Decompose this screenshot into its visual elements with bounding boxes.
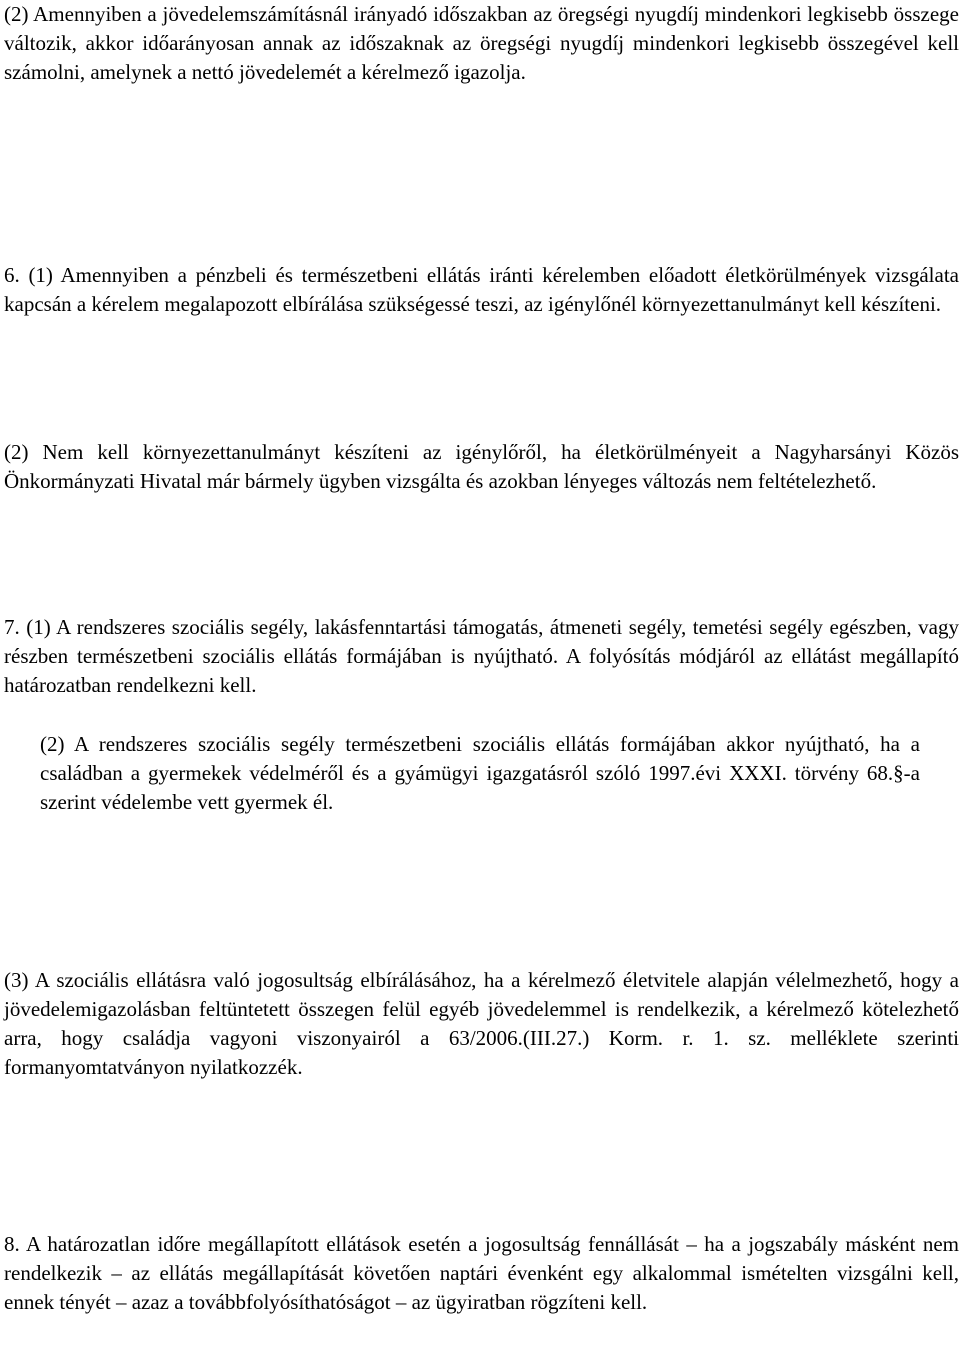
paragraph-section-8: 8. A határozatlan időre megállapított ellátások esetén a jogosultság fennállását – ha a jogszabály másként nem rendelkezik – az ellátás megállapítását követően naptári évenként egy alkalommal ismételten vizsgálni kell, ennek tényét – azaz a továbbfolyósíthatóságot – az ügyiratban rögzíteni kell. <box>4 1232 959 1314</box>
paragraph-section-7-1: 7. (1) A rendszeres szociális segély, lakásfenntartási támogatás, átmeneti segély, temetési segély egészben, vagy részben természetbeni szociális ellátás formájában is nyújtható. A folyósítás módjáról az ellátást megállapító határozatban rendelkezni kell. <box>4 615 959 697</box>
paragraph-section-6-2: (2) Nem kell környezettanulmányt készíteni az igénylőről, ha életkörülményeit a Nagyharsányi Közös Önkormányzati Hivatal már bármely ügyben vizsgálta és azokban lényeges változás nem feltételezhető. <box>4 440 959 493</box>
paragraph-section-7-3: (3) A szociális ellátásra való jogosultság elbírálásához, ha a kérelmező életvitele alapján vélelmezhető, hogy a jövedelemigazolásban feltüntetett összegen felül egyéb jövedelemmel is rendelkezik, a kérelmező kötelezhető arra, hogy családja vagyoni viszonyairól a 63/2006.(III.27.) Korm. r. 1. sz. melléklete szerinti formanyomtatványon nyilatkozzék. <box>4 968 959 1079</box>
paragraph-section-7-2: (2) A rendszeres szociális segély természetbeni szociális ellátás formájában akkor nyújtható, ha a családban a gyermekek védelméről és a gyámügyi igazgatásról szóló 1997.évi XXXI. törvény 68.§-a szerint védelembe vett gyermek él. <box>40 732 920 814</box>
paragraph-section-6-1: 6. (1) Amennyiben a pénzbeli és természetbeni ellátás iránti kérelemben előadott életkörülmények vizsgálata kapcsán a kérelem megalapozott elbírálása szükségessé teszi, az igénylőnél környezettanulmányt kell készíteni. <box>4 263 959 316</box>
paragraph-income-calculation: (2) Amennyiben a jövedelemszámításnál irányadó időszakban az öregségi nyugdíj mindenkori legkisebb összege változik, akkor időarányosan annak az időszaknak az öregségi nyugdíj mindenkori legkisebb összegével kell számolni, amelynek a nettó jövedelemét a kérelmező igazolja. <box>4 2 959 84</box>
